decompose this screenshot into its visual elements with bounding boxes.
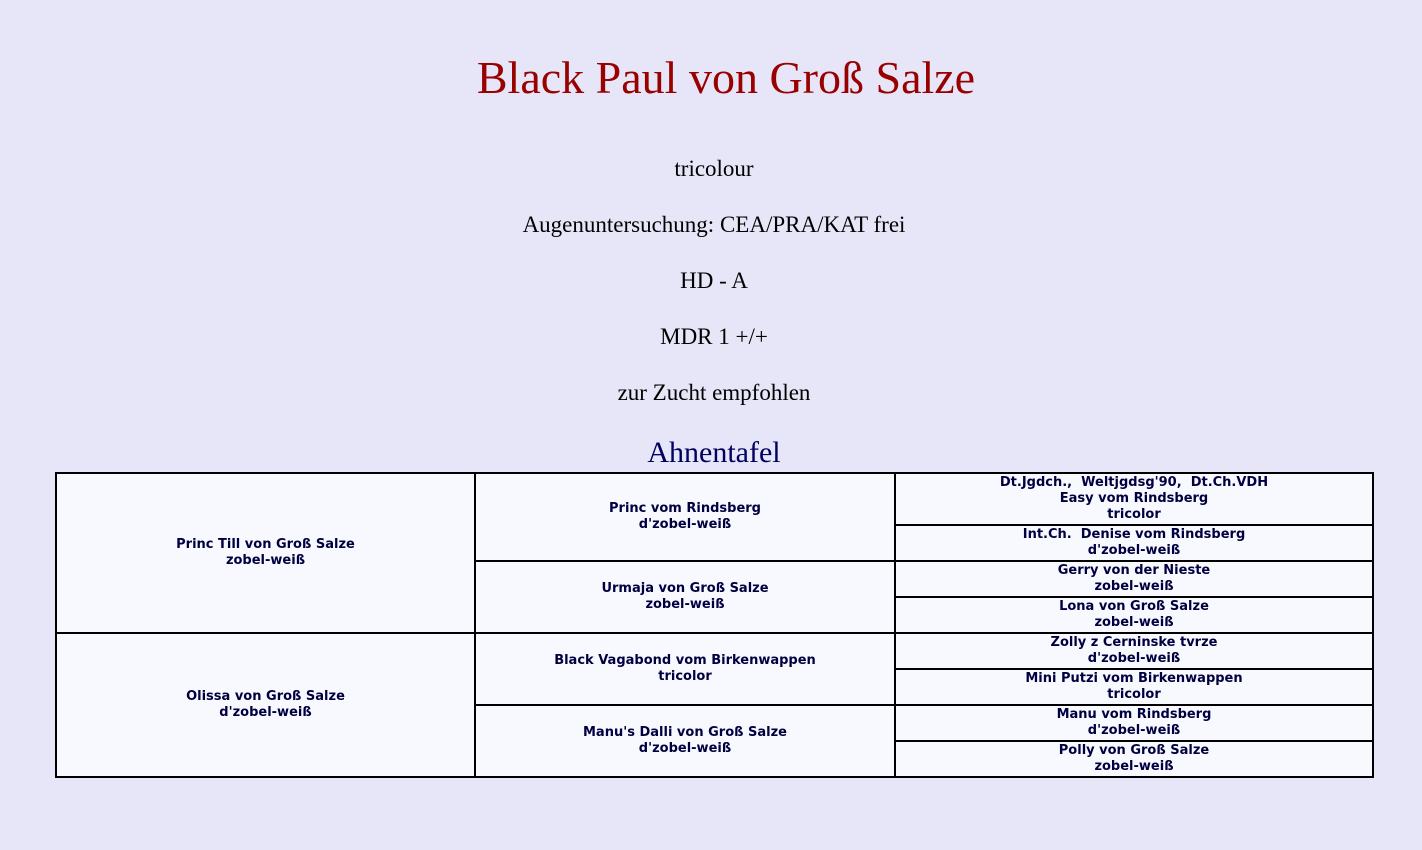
dds-name: Manu vom Rindsberg [1056, 707, 1212, 722]
dam-name: Olissa von Groß Salze [186, 689, 345, 704]
pedigree-sire-sire [475, 473, 895, 561]
sss-name: Easy vom Rindsberg [1059, 491, 1209, 506]
dam-color: d'zobel-weiß [219, 705, 312, 720]
pedigree-table [55, 472, 1374, 778]
dsd-color: tricolor [1107, 687, 1161, 702]
sdd-color: zobel-weiß [1094, 615, 1174, 630]
pedigree-dam-dam-sire [895, 705, 1373, 741]
pedigree-dam-dam [475, 705, 895, 777]
ddd-color: zobel-weiß [1094, 759, 1174, 774]
sds-color: zobel-weiß [1094, 579, 1174, 594]
pedigree-dam [56, 633, 475, 777]
sdd-name: Lona von Groß Salze [1059, 599, 1209, 614]
pedigree-dam-sire-sire [895, 633, 1373, 669]
pedigree-sire [56, 473, 475, 633]
dsd-name: Mini Putzi vom Birkenwappen [1025, 671, 1243, 686]
sire-sire-name: Princ vom Rindsberg [609, 501, 761, 516]
dss-name: Zolly z Cerninske tvrze [1050, 635, 1218, 650]
pedigree-sire-dam-sire [895, 561, 1373, 597]
pedigree-dam-sire-dam [895, 669, 1373, 705]
ssd-color: d'zobel-weiß [1087, 543, 1181, 558]
sire-dam-name: Urmaja von Groß Salze [601, 581, 769, 596]
pedigree-dam-dam-dam [895, 741, 1373, 777]
ddd-name: Polly von Groß Salze [1058, 743, 1210, 758]
sire-dam-color: zobel-weiß [645, 597, 725, 612]
info-hd: HD - A [680, 268, 748, 293]
sds-name: Gerry von der Nieste [1057, 563, 1211, 578]
pedigree-dam-sire [475, 633, 895, 705]
pedigree-sire-sire-sire [895, 473, 1373, 525]
pedigree-heading: Ahnentafel [647, 436, 781, 469]
sire-color: zobel-weiß [225, 553, 306, 568]
dss-color: d'zobel-weiß [1087, 651, 1181, 666]
pedigree-sire-sire-dam [895, 525, 1373, 561]
dam-dam-color: d'zobel-weiß [638, 741, 732, 756]
dam-sire-color: tricolor [658, 669, 712, 684]
sire-sire-color: d'zobel-weiß [638, 517, 732, 532]
pedigree-sire-dam-dam [895, 597, 1373, 633]
info-mdr: MDR 1 +/+ [660, 324, 768, 349]
page-title: Black Paul von Groß Salze [476, 52, 976, 103]
dam-sire-name: Black Vagabond vom Birkenwappen [554, 653, 816, 668]
info-breeding: zur Zucht empfohlen [617, 380, 811, 405]
info-color: tricolour [674, 156, 754, 181]
ssd-name: Int.Ch. Denise vom Rindsberg [1022, 527, 1246, 542]
dds-color: d'zobel-weiß [1087, 723, 1181, 738]
info-eye-exam: Augenuntersuchung: CEA/PRA/KAT frei [522, 212, 906, 237]
sss-color: tricolor [1107, 507, 1161, 522]
dam-dam-name: Manu's Dalli von Groß Salze [583, 725, 787, 740]
sire-name: Princ Till von Groß Salze [176, 537, 355, 552]
pedigree-sire-dam [475, 561, 895, 633]
sss-titles: Dt.Jgdch., Weltjgdsg'90, Dt.Ch.VDH [999, 475, 1269, 490]
